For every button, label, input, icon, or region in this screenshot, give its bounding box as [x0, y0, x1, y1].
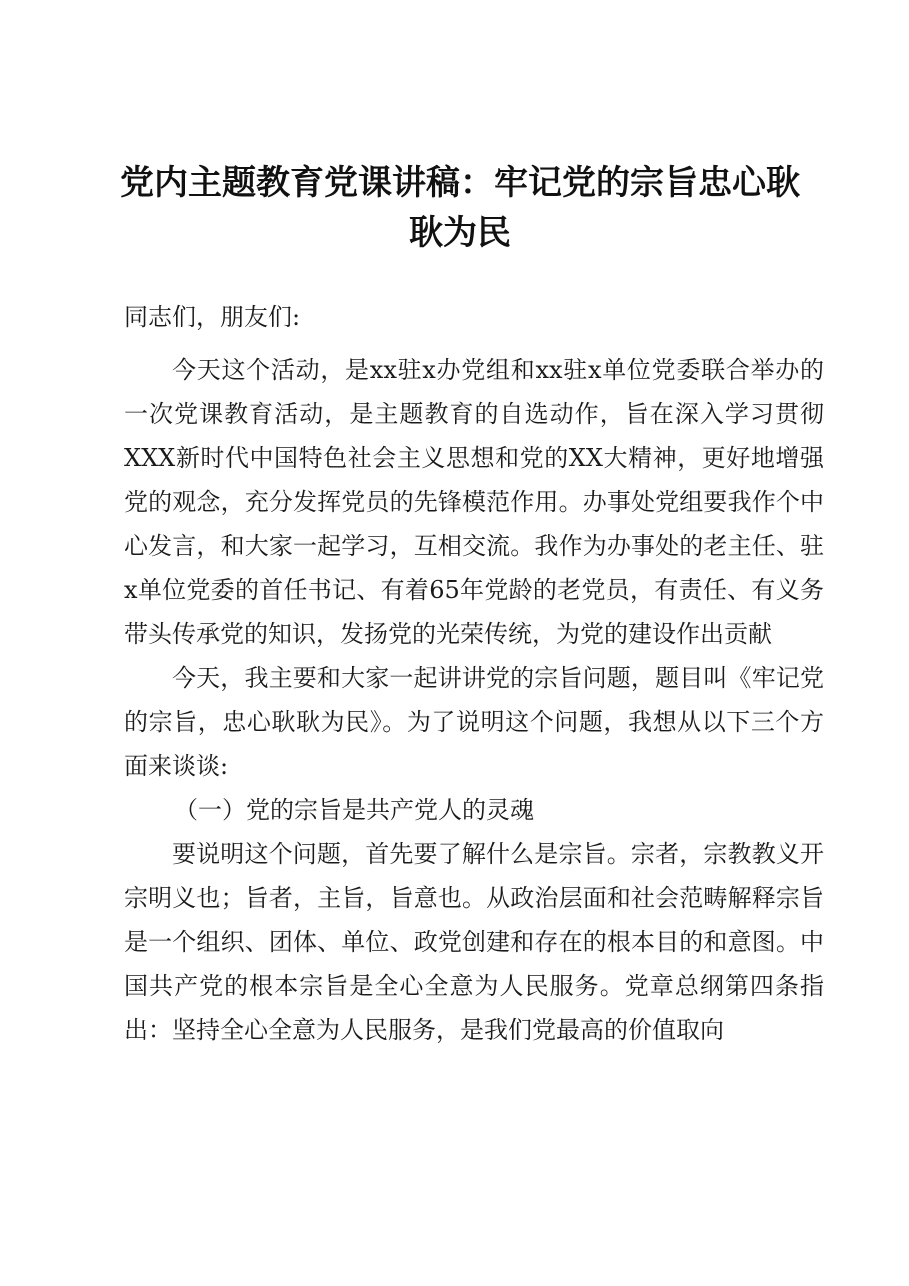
paragraph-1: 今天这个活动，是xx驻x办党组和xx驻x单位党委联合举办的一次党课教育活动，是主题教育的自选动作，旨在深入学习贯彻XXX新时代中国特色社会主义思想和党的XX大精神，更好地增强党的观念，充分发挥党员的先锋模范作用。办事处党组要我作个中心发言，和大家一起学习，互相交流。我作为办事处的老主任、驻x单位党委的首任书记、有着65年党龄的老党员，有责任、有义务带头传承党的知识，发扬党的光荣传统，为党的建设作出贡献	[124, 356, 824, 648]
section-heading: （一）党的宗旨是共产党人的灵魂	[174, 796, 534, 824]
salutation: 同志们，朋友们:	[124, 303, 301, 331]
document-title: 党内主题教育党课讲稿：牢记党的宗旨忠心耿耿为民	[120, 163, 800, 253]
section-paragraph-1: 要说明这个问题，首先要了解什么是宗旨。宗者，宗教教义开宗明义也；旨者，主旨，旨意也。从政治层面和社会范畴解释宗旨是一个组织、团体、单位、政党创建和存在的根本目的和意图。中国共产党的根本宗旨是全心全意为人民服务。党章总纲第四条指出：坚持全心全意为人民服务，是我们党最高的价值取向	[124, 840, 824, 1044]
paragraph-2: 今天，我主要和大家一起讲讲党的宗旨问题，题目叫《牢记党的宗旨，忠心耿耿为民》。为了说明这个问题，我想从以下三个方面来谈谈:	[124, 664, 824, 780]
document-body	[124, 295, 824, 1052]
